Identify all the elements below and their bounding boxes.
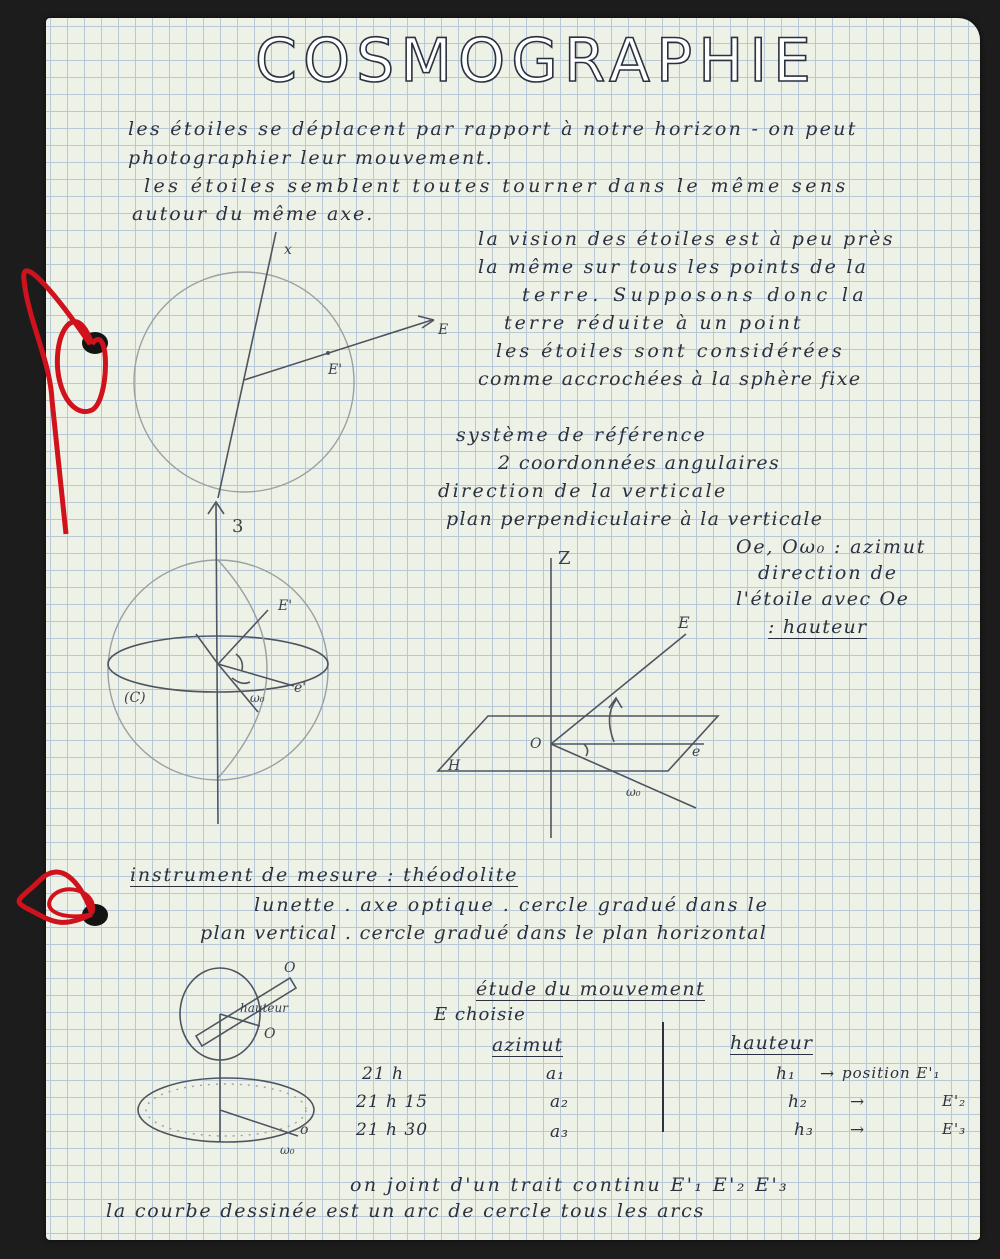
table-cell-note: E'₃ [942,1120,967,1138]
text-line: Oe, Oω₀ : azimut [736,536,927,558]
table-cell-hauteur: h₁ [776,1064,796,1084]
table-cell-azimut: a₂ [550,1092,569,1112]
label-o: o [300,1122,309,1138]
label-z: 3 [232,516,244,537]
text-line: plan perpendiculaire à la verticale [446,508,824,530]
label-Eprime: E' [328,362,343,378]
table-cell-note: position E'₁ [842,1064,941,1082]
table-cell-azimut: a₃ [550,1122,569,1142]
text-line: : hauteur [768,616,868,638]
text-line: terre. Supposons donc la [522,284,869,306]
label-eprime: e' [294,680,307,696]
column-header-azimut: azimut [492,1034,564,1056]
label-w0: ω₀ [250,691,265,705]
text-line: les étoiles sont considérées [496,340,845,362]
text-line: E choisie [434,1004,526,1025]
section-heading: instrument de mesure : théodolite [130,864,519,886]
table-cell-note: E'₂ [942,1092,967,1110]
arrow: → [820,1064,836,1084]
column-header-hauteur: hauteur [730,1032,813,1054]
table-cell-hauteur: h₂ [788,1092,808,1112]
text-line: autour du même axe. [132,203,375,225]
label-Eprime: E' [278,598,293,614]
text-line: la courbe dessinée est un arc de cercle tous les arcs [106,1200,706,1222]
table-cell-hauteur: h₃ [794,1120,814,1140]
text-line: terre réduite à un point [504,312,804,334]
text-line: la vision des étoiles est à peu près [478,228,895,250]
label-hauteur: hauteur [240,1001,288,1015]
table-cell-time: 21 h [362,1064,404,1084]
label-x: x [284,242,292,258]
label-O: O [530,736,542,752]
label-E: E [678,613,690,632]
text-line: les étoiles se déplacent par rapport à notre horizon - on peut [128,118,858,140]
text-line: l'étoile avec Oe [736,588,910,610]
arrow: → [850,1092,866,1112]
text-line: direction de la verticale [438,480,728,502]
arrow: → [850,1120,866,1140]
text-line: plan vertical . cercle gradué dans le plan horizontal [200,922,768,944]
label-H: H [448,758,461,774]
section-heading: étude du mouvement [476,978,706,1000]
label-w0: ω₀ [626,785,641,799]
text-line: 2 coordonnées angulaires [498,452,781,474]
label-E: E [438,322,449,338]
text-line: la même sur tous les points de la [478,256,869,278]
table-cell-azimut: a₁ [546,1064,565,1084]
text-line: comme accrochées à la sphère fixe [478,368,862,390]
label-w0: ω₀ [280,1143,295,1157]
label-O: O [264,1026,276,1042]
text-line: on joint d'un trait continu E'₁ E'₂ E'₃ [350,1174,790,1196]
table-cell-time: 21 h 30 [356,1120,429,1140]
label-O: O [284,960,296,976]
text-line: les étoiles semblent toutes tourner dans le même sens [144,175,849,197]
label-C: (C) [124,690,146,706]
text-line: direction de [758,562,899,584]
label-e: e [692,744,701,760]
label-Z: Z [558,548,571,569]
page-title: COSMOGRAPHIE [255,26,817,96]
text-line: photographier leur mouvement. [128,147,494,169]
text-line: lunette . axe optique . cercle gradué dans le [254,894,769,916]
text-line: système de référence [456,424,707,446]
table-cell-time: 21 h 15 [356,1092,429,1112]
